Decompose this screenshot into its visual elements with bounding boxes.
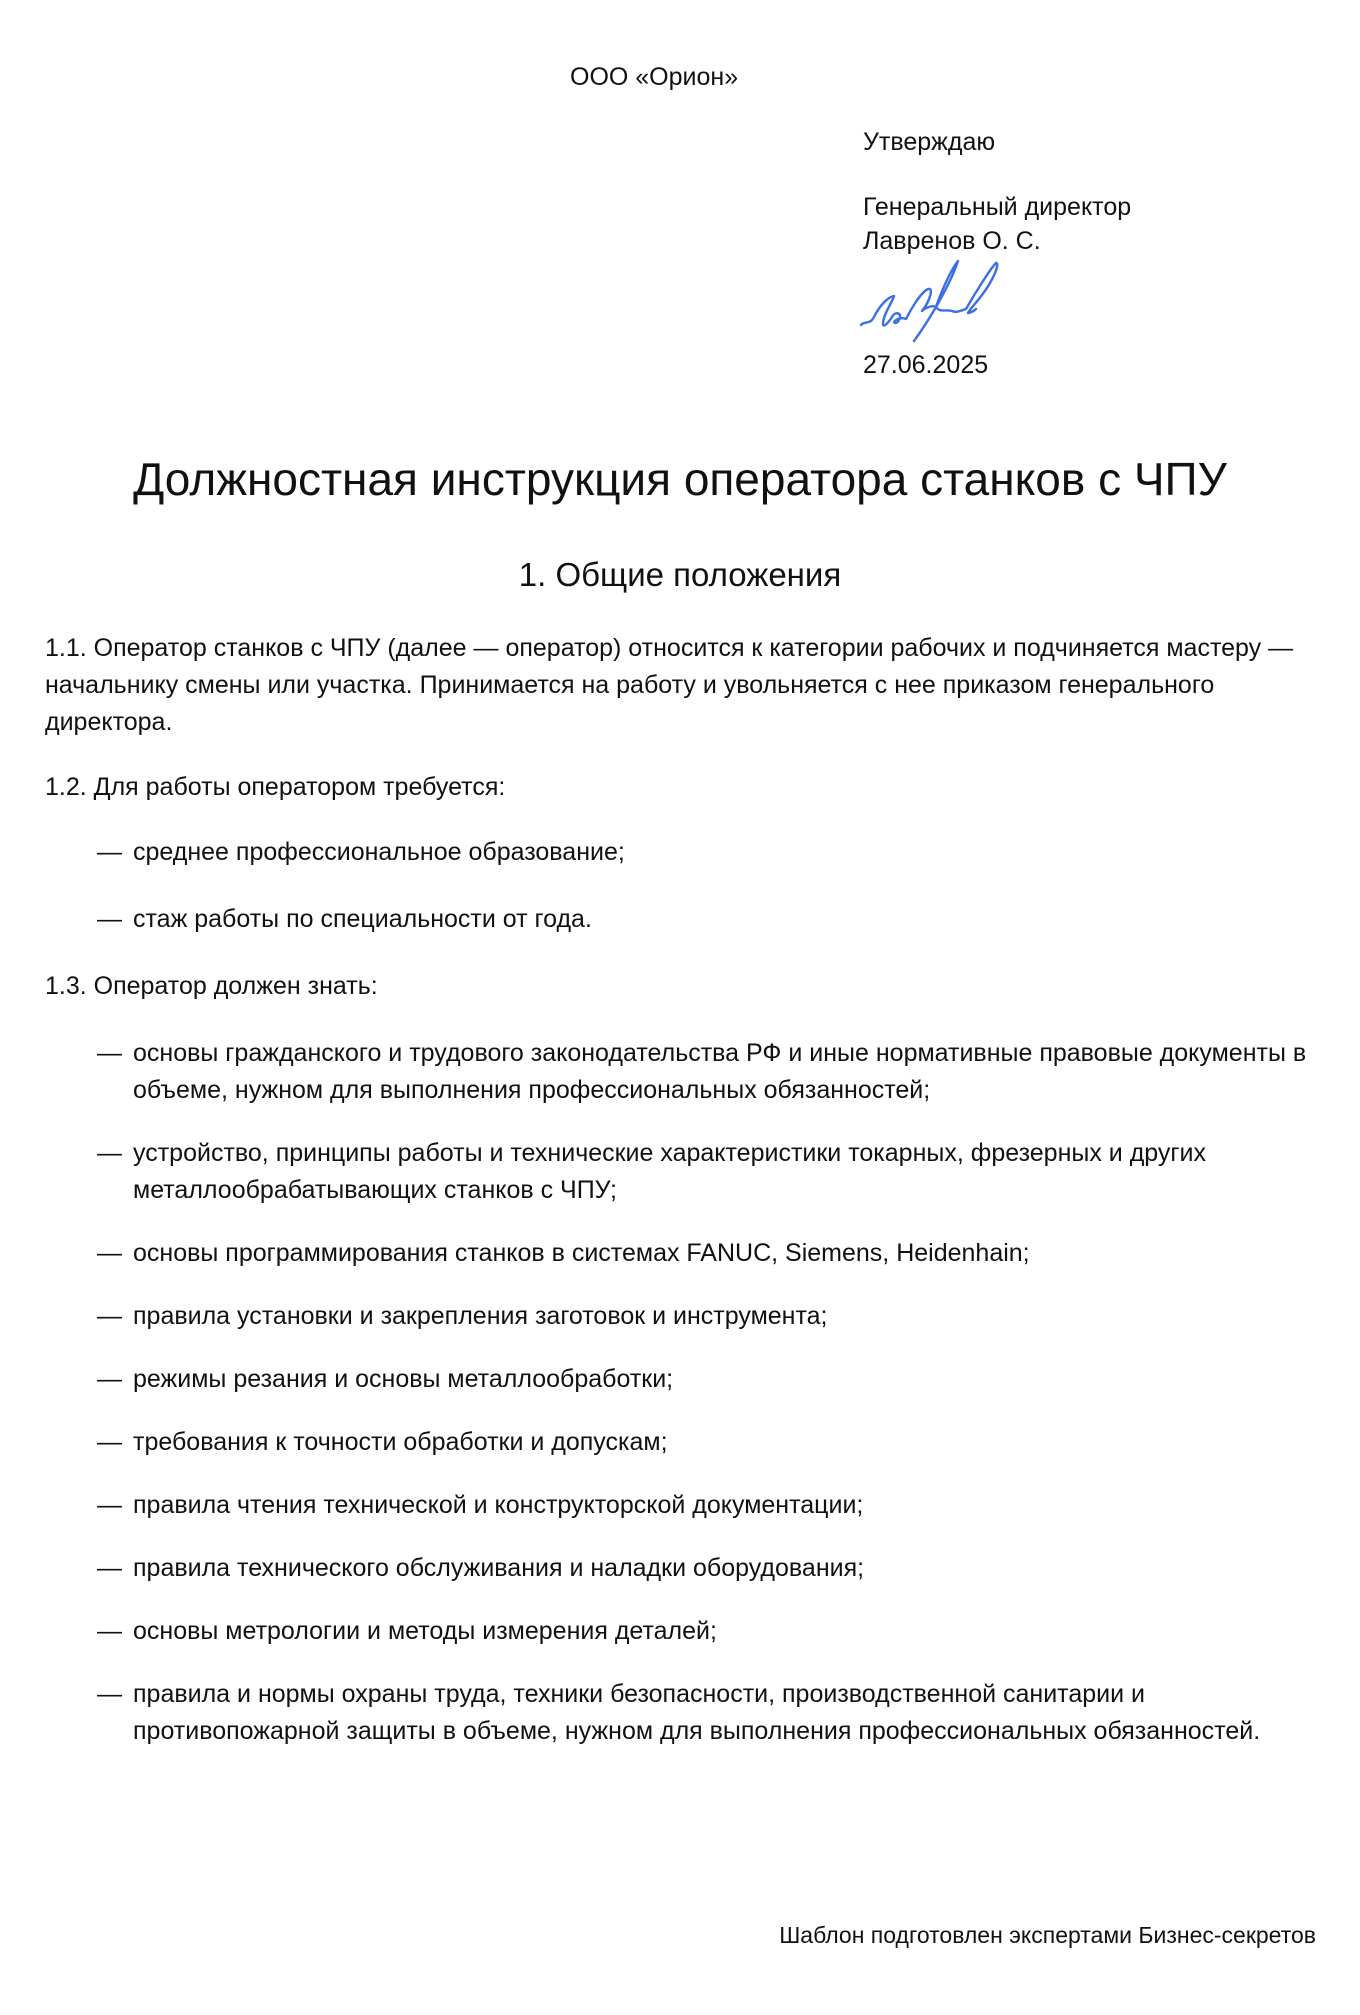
dash-bullet: — bbox=[97, 1491, 122, 1519]
list-item bbox=[45, 834, 1325, 871]
dash-bullet: — bbox=[97, 1617, 122, 1645]
list-item bbox=[45, 901, 1325, 938]
list-item bbox=[45, 1035, 1325, 1109]
paragraph-1-1: 1.1. Оператор станков с ЧПУ (далее — оператор) относится к категории рабочих и подчиняется мастеру — начальнику смены или участка. Принимается на работу и увольняется с нее приказом генерального директора. bbox=[45, 634, 1294, 736]
document-title: Должностная инструкция оператора станков с ЧПУ bbox=[133, 453, 1227, 505]
list-item bbox=[45, 1550, 1325, 1587]
paragraph-1-3: 1.3. Оператор должен знать: bbox=[45, 972, 378, 1000]
list-item-text: стаж работы по специальности от года. bbox=[133, 905, 592, 933]
list-item-text: требования к точности обработки и допускам; bbox=[133, 1428, 668, 1456]
list-item-text: правила технического обслуживания и наладки оборудования; bbox=[133, 1554, 865, 1582]
approval-date: 27.06.2025 bbox=[863, 351, 989, 379]
dash-bullet: — bbox=[97, 1039, 122, 1067]
list-item bbox=[45, 1676, 1325, 1750]
approver-name: Лавренов О. С. bbox=[863, 227, 1041, 255]
list-item-text: основы гражданского и трудового законодательства РФ и иные нормативные правовые документы в объеме, нужном для выполнения профессиональных обязанностей; bbox=[133, 1039, 1307, 1104]
list-item-text: основы программирования станков в системах FANUC, Siemens, Heidenhain; bbox=[133, 1239, 1030, 1267]
list-item bbox=[45, 1361, 1325, 1398]
list-item bbox=[45, 1613, 1325, 1650]
list-item bbox=[45, 1235, 1325, 1272]
dash-bullet: — bbox=[97, 1365, 122, 1393]
list-item bbox=[45, 1298, 1325, 1335]
dash-bullet: — bbox=[97, 1302, 122, 1330]
document-body bbox=[45, 630, 1325, 1776]
dash-bullet: — bbox=[97, 838, 122, 866]
list-item-text: правила чтения технической и конструкторской документации; bbox=[133, 1491, 864, 1519]
company-name: ООО «Орион» bbox=[570, 63, 739, 91]
list-item-text: правила и нормы охраны труда, техники безопасности, производственной санитарии и противопожарной защиты в объеме, нужном для выполнения профессиональных обязанностей. bbox=[133, 1680, 1261, 1745]
dash-bullet: — bbox=[97, 1139, 122, 1167]
dash-bullet: — bbox=[97, 1554, 122, 1582]
list-item-text: среднее профессиональное образование; bbox=[133, 838, 625, 866]
dash-bullet: — bbox=[97, 905, 122, 933]
dash-bullet: — bbox=[97, 1428, 122, 1456]
list-item-text: правила установки и закрепления заготовок и инструмента; bbox=[133, 1302, 828, 1330]
list-item bbox=[45, 1424, 1325, 1461]
list-item bbox=[45, 1135, 1325, 1209]
approver-position: Генеральный директор bbox=[863, 193, 1132, 221]
list-item-text: устройство, принципы работы и технические характеристики токарных, фрезерных и других металлообрабатывающих станков с ЧПУ; bbox=[133, 1139, 1206, 1204]
signature-icon bbox=[850, 255, 1010, 345]
list-item-text: режимы резания и основы металлообработки; bbox=[133, 1365, 674, 1393]
dash-bullet: — bbox=[97, 1680, 122, 1708]
dash-bullet: — bbox=[97, 1239, 122, 1267]
list-item bbox=[45, 1487, 1325, 1524]
signature-stroke bbox=[861, 261, 997, 341]
approval-label: Утверждаю bbox=[863, 128, 996, 156]
knowledge-list bbox=[45, 1035, 1325, 1750]
paragraph-1-2: 1.2. Для работы оператором требуется: bbox=[45, 773, 506, 801]
list-item-text: основы метрологии и методы измерения деталей; bbox=[133, 1617, 717, 1645]
template-credit: Шаблон подготовлен экспертами Бизнес-секретов bbox=[779, 1922, 1316, 1948]
requirements-list bbox=[45, 834, 1325, 938]
section-heading: 1. Общие положения bbox=[518, 556, 842, 593]
